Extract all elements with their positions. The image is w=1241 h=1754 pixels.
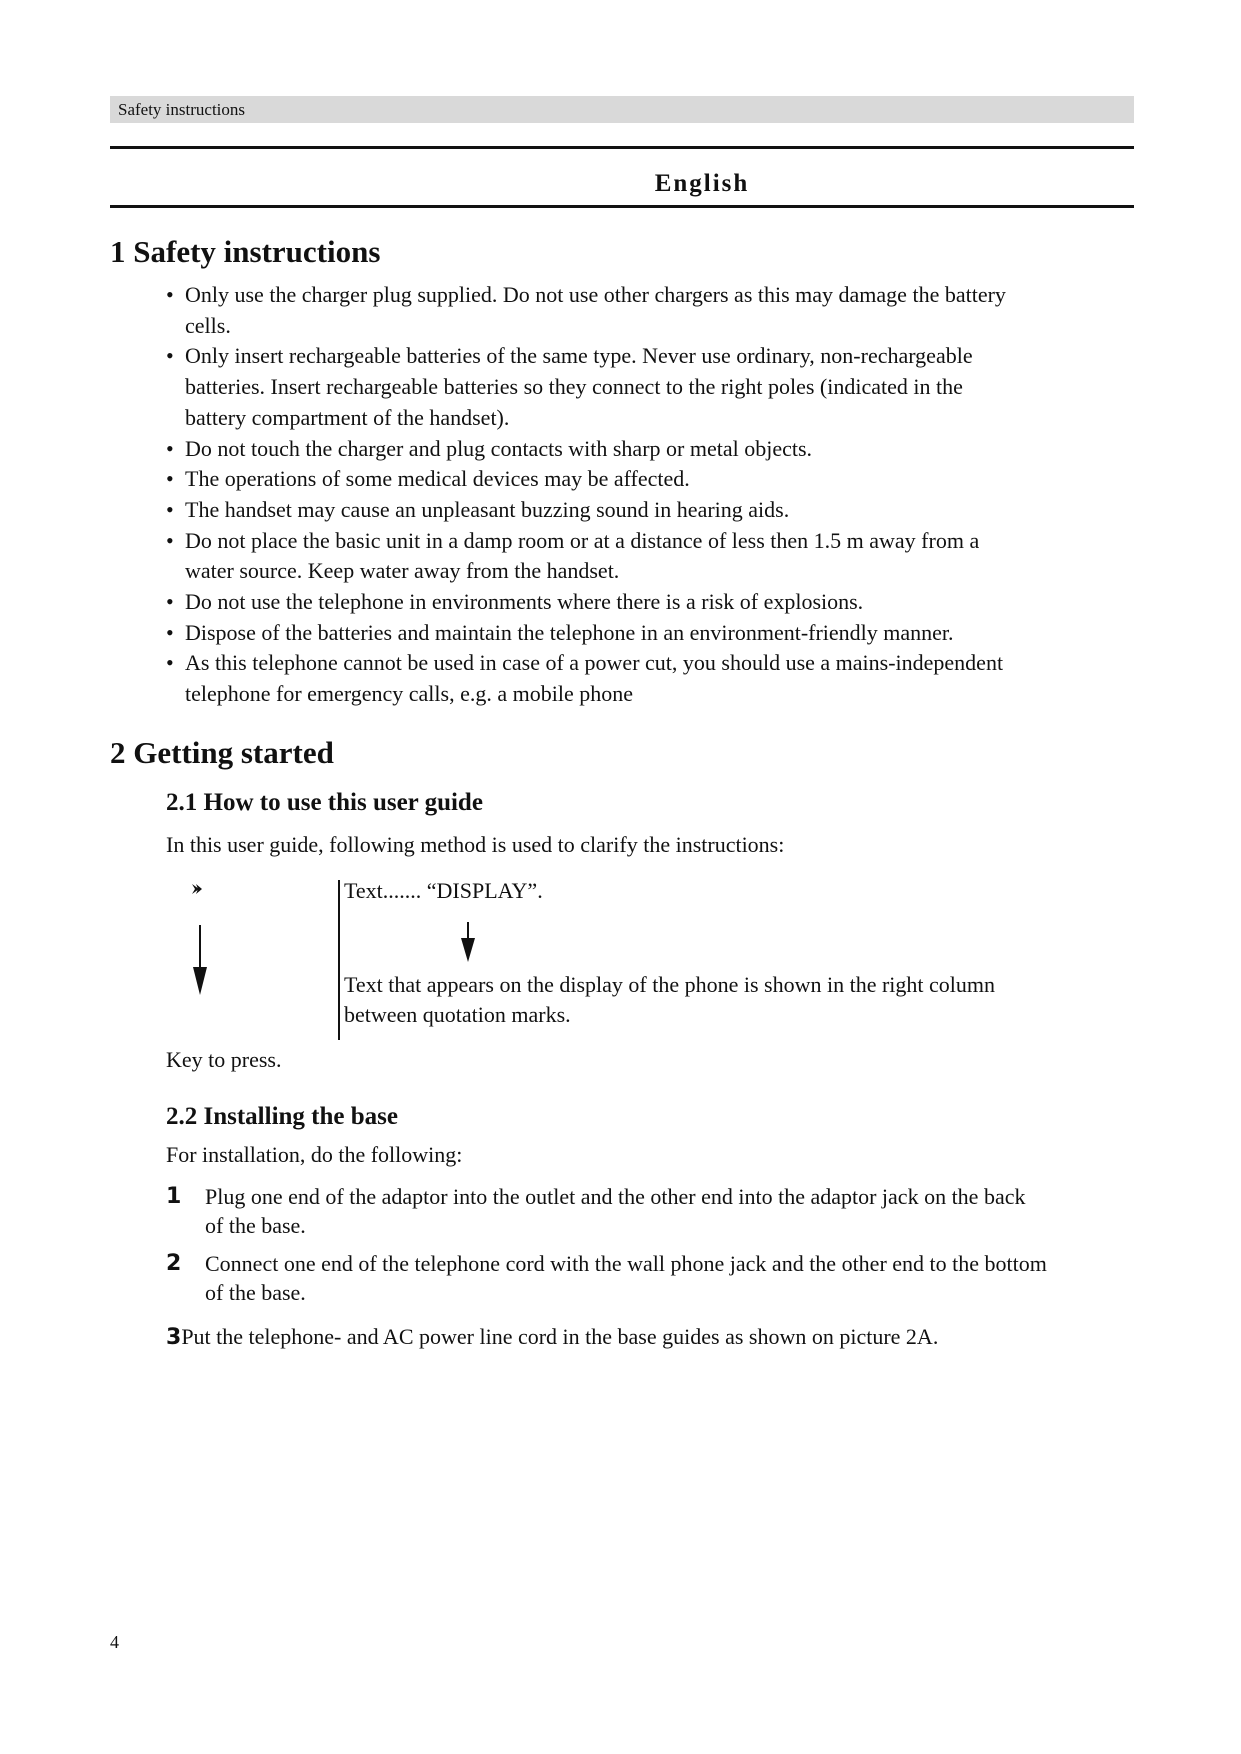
install-step-1: 1 Plug one end of the adaptor into the outlet and the other end into the adaptor jack on the back of the base.: [166, 1184, 1026, 1238]
running-header-title: Safety instructions: [118, 100, 246, 119]
running-header: [110, 96, 1134, 123]
install-step-2: 2 Connect one end of the telephone cord with the wall phone jack and the other end to the bottom of the base.: [166, 1251, 1047, 1305]
list-item: • Do not touch the charger and plug contacts with sharp or metal objects.: [166, 435, 813, 461]
header-rule-top: [110, 146, 1134, 149]
section-2-title: 2 Getting started: [110, 735, 334, 770]
column-divider: [338, 880, 340, 1040]
safety-bullet-list: [166, 280, 1146, 710]
list-item: • The handset may cause an unpleasant buzzing sound in hearing aids.: [166, 496, 790, 522]
language-title: English: [654, 170, 750, 197]
subsection-2-2-title: 2.2 Installing the base: [166, 1103, 398, 1130]
display-explanation: Text that appears on the display of the phone is shown in the right column between quotation marks.: [344, 972, 995, 1027]
subsection-2-1-title: 2.1 How to use this user guide: [166, 789, 483, 816]
install-step-3: 3Put the telephone- and AC power line cord in the base guides as shown on picture 2A.: [166, 1324, 939, 1350]
header-rule-bottom: [110, 205, 1134, 208]
list-item: • Do not use the telephone in environments where there is a risk of explosions.: [166, 589, 864, 615]
list-item: • Only use the charger plug supplied. Do not use other chargers as this may damage the battery cells.: [166, 282, 1006, 338]
down-arrow-icon: [190, 925, 210, 995]
section-1-title: 1 Safety instructions: [110, 234, 381, 269]
list-item: • Only insert rechargeable batteries of the same type. Never use ordinary, non-rechargeable batteries. Insert rechargeable batteries so they connect to the right poles (indicated in the battery compartment of the handset).: [166, 343, 973, 430]
list-item: • The operations of some medical devices may be affected.: [166, 466, 690, 492]
down-arrow-icon: [460, 922, 476, 962]
subsection-2-2-intro: For installation, do the following:: [166, 1142, 463, 1167]
subsection-2-1-intro: In this user guide, following method is used to clarify the instructions:: [166, 832, 785, 857]
page-number: 4: [110, 1632, 119, 1652]
key-press-icon: [190, 882, 204, 896]
list-item: • Dispose of the batteries and maintain the telephone in an environment-friendly manner.: [166, 619, 954, 645]
list-item: • As this telephone cannot be used in case of a power cut, you should use a mains-independent telephone for emergency calls, e.g. a mobile phone: [166, 650, 1004, 707]
list-item: • Do not place the basic unit in a damp room or at a distance of less then 1.5 m away from a water source. Keep water away from the handset.: [166, 527, 980, 584]
display-example-text: Text....... “DISPLAY”.: [344, 878, 543, 903]
key-to-press-label: Key to press.: [166, 1047, 282, 1072]
